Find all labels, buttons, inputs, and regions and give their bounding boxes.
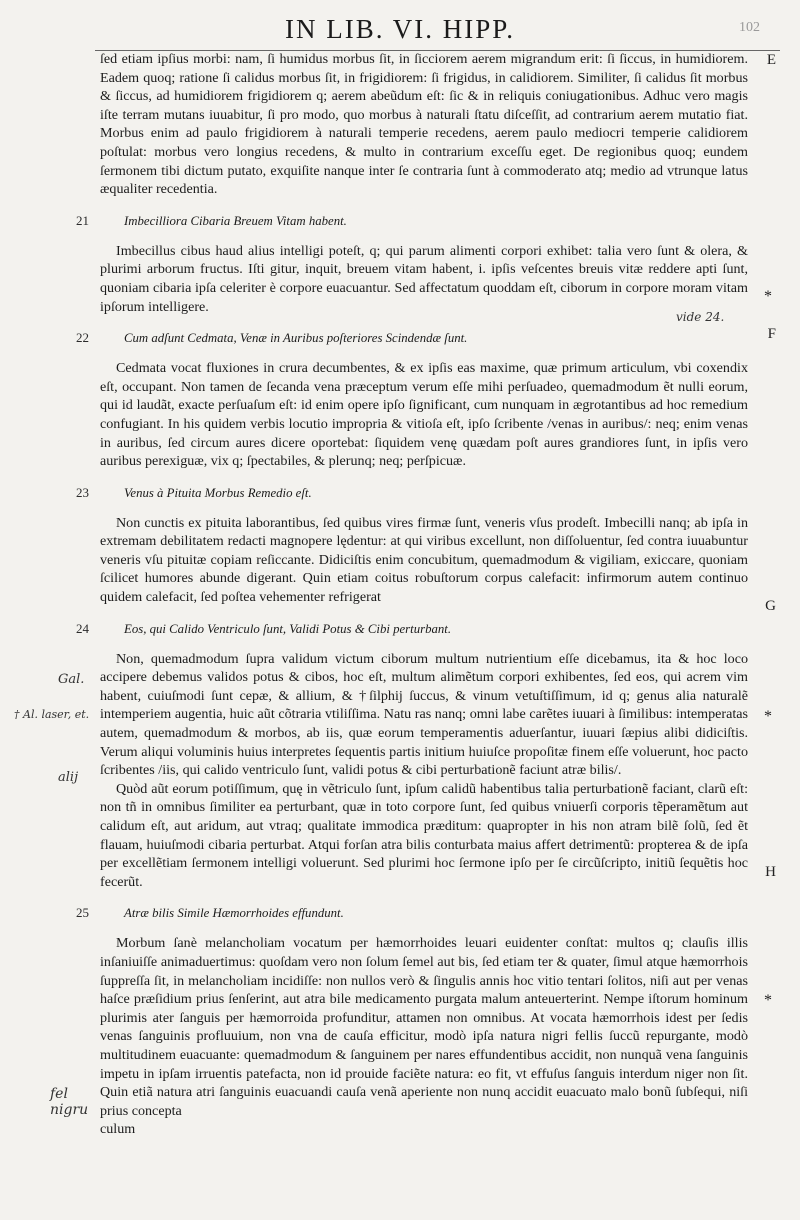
folio-number: 102 — [739, 20, 760, 35]
aphorism-number: 23 — [76, 484, 89, 500]
aphorism-title: Atræ bilis Simile Hæmorrhoides effundunt. — [124, 906, 344, 921]
aphorism-title: Eos, qui Calido Ventriculo ſunt, Validi Potus & Cibi perturbant. — [124, 621, 452, 636]
aphorism-24-commentary: Non, quemadmodum ſupra validum victum ciborum multum nutrientium eſſe dicebamus, ita & hoc loco accipere debemus validos potus & cibos, hoc eſt, multum alimẽtum corpori exhibentes, ſed eos, qui acrem vim habent, cuiuſmodi ſunt cepæ, & allium, & †ſilphij ſuccus, & vinum vetuſtiſſimum, id q; genus alia naturalẽ intemperiem augentia, huic aũt cõtraria vtiliſſima. Natu ras nanq; omni labe carẽtes iuuari à ſimilibus: intemperatas autem, quemadmodum & morbos, ab iis, quæ eorum temperamentis aduerſantur, iuuari ſæpius alibi didiciſtis. Verum aliqui voluminis huius interpretes ſequentis partis initium huiuſce propoſitæ finem eſſe voluerunt, hoc pacto ſcribentes /iis, qui calido ventriculo ſunt, validi potus & cibi perturbationẽ faciunt atræ bilis/. — [100, 650, 748, 779]
main-text — [76, 50, 748, 1139]
opening-paragraph: ſed etiam ipſius morbi: nam, ſi humidus morbus ſit, in ſicciorem aerem migrandum erit: ſi ſiccus, in humidiorem. Eadem quoq; ratione ſi calidus morbus ſit, in frigidiorem: ſi frigidus, in calidiorem. Similiter, ſi calidus ſit morbus & ſiccus, ad humidiorem frigidiorem q; aerem abeũdum eſt: ſic & in reliquis coniugationibus. Adhuc vero magis iſte terram mutans iuuabitur, ſi pro modo, quo morbus à naturali ſtatu diſceſſit, ad contrarium aerem mutatio fiat. Morbus enim ad paulo frigidiorem à naturali temperie recedens, aerem paulo mediocri temperie calidiorem poſtulat: morbus vero longius recedens, & multo in contrarium exceſſu eget. De regionibus quoq; eundem ſermonem tibi dictum putato, exquiſite nanque inter ſe contraria ſunt à commoderato atq; medio ad vtrunque latus æqualiter recedentia. — [100, 51, 748, 198]
aphorism-22-heading — [76, 329, 748, 347]
aphorism-title: Imbecilliora Cibaria Breuem Vitam habent. — [124, 213, 347, 228]
aphorism-24-heading — [76, 620, 748, 638]
side-letter-h: H — [765, 864, 776, 880]
margin-star-3: * — [764, 992, 772, 1009]
aphorism-number: 22 — [76, 330, 89, 346]
aphorism-21-commentary: Imbecillus cibus haud alius intelligi poteſt, q; qui parum alimenti corpori exhibet: talia vero ſunt & olera, & plurimi arborum fructus. Iſti gitur, inquit, breuem vitam habent, i. ipſis veſcentes breuis vitæ reddere apti ſunt, quoniam cibaria ipſa celeriter è corpore euacuantur. Sed affectatum quoddam eſt, ciborum in corpore moram vitam ipſorum intelligere. — [100, 242, 748, 315]
aphorism-25-heading — [76, 904, 748, 922]
margin-star-2: * — [764, 708, 772, 725]
side-letter-g: G — [765, 598, 776, 614]
aphorism-25-commentary: Morbum ſanè melancholiam vocatum per hæmorrhoides leuari euidenter conſtat: multos q; clauſis illis inſaniuiſſe animaduertimus: quoſdam vero non ſolum ſemel aut bis, ſed etiam ter & quater, ſimul atque hæmorrhois ſuppreſſa ſit, in melancholiam incidiſſe: non nullos verò & ſingulis annis hoc vitio tentari ſolitos, niſi aut per venas haſce præſidium prius ſenſerint, aut atra bile medicamento purgata malum anteuerterint. Nempe iſtorum hominum plurimis ater ſanguis per hæmorroida profunditur, attamen non omnibus. At vocata hæmorrhois idest per ſedis venas ſanguinis profluuium, non vna de cauſa efficitur, modò ipſa natura nigri fellis ſuccũ repurgante, modò multitudinem euacuante: quemadmodum & ſanguinem per nares effundentibus accidit, non nunquã vena ſanguinis impetu in ipſam irruentis patefacta, non id prouide faciẽte natura: eo fit, vt effuſus ſanguis interdum niger non ſit. Quin etiã natura atri ſanguinis euacuandi cauſa venã aperiente non nunq accidit euacuato malo bonũ ſubſequi, niſi prius concepta — [100, 935, 748, 1119]
handnote-alij: alij — [58, 770, 79, 785]
handnote-vide: vide 24. — [676, 310, 725, 324]
margin-star-1: * — [764, 288, 772, 305]
handnote-fel-nigrum: fel nigru — [50, 1086, 89, 1118]
handnote-gal: Gal. — [58, 672, 85, 687]
aphorism-22-commentary: Cedmata vocat fluxiones in crura decumbentes, & ex ipſis eas maxime, quæ primum articulum, vbi coxendix eſt, occupant. Non tamen de ſecanda vena præceptum verum eſſe mihi perſuadeo, quemadmodum ẽt nulli eorum, qui id laudãt, exacte perſuaſum eſt: id enim opere ipſo ſignificant, cum nunquam in ægrotantibus ad hoc remedium confugiant. In his quidem verbis locutio impropria & vitioſa eſt, ipſo ſcribente /venas in auribus/: neq; enim venas in auribus, ſed circum aures dicere oportebat: ſiquidem venę quædam poſt aures grandiores ſunt, in ipſis vero auribus perexiguæ, vix q; ſpectabiles, & plerunq; neq; perſpicuæ. — [100, 360, 748, 470]
aphorism-title: Cum adſunt Cedmata, Venæ in Auribus poſteriores Scindendæ ſunt. — [124, 331, 468, 346]
handnote-al-laser: † Al. laser, et. — [14, 708, 90, 721]
running-head — [0, 14, 800, 54]
aphorism-number: 24 — [76, 620, 89, 636]
page-title: IN LIB. VI. HIPP. — [284, 14, 515, 44]
aphorism-21-heading — [76, 212, 748, 230]
aphorism-23-commentary: Non cunctis ex pituita laborantibus, ſed quibus vires firmæ ſunt, veneris vſus prodeſt. Imbecilli nanq; ab ipſa in extremam debilitatem redacti magnopere lędentur: at qui viribus excellunt, non diſſoluentur, ſed contra iuuabuntur veneris vſu pituitæ copiam reſiccante. Didiciſtis enim concubitum, quemadmodum & vigiliam, exiccare, quoniam ſcilicet humores abunde digerant. Quin etiam coitus robuſtorum corpus calefacit: infirmorum autem continuo quidem calefacit, ſed poſtea vehementer refrigerat — [100, 514, 748, 606]
catchword: culum — [100, 1121, 136, 1138]
side-letter-f: F — [767, 326, 776, 342]
aphorism-23-heading — [76, 484, 748, 502]
aphorism-number: 25 — [76, 905, 89, 921]
side-letter-e: E — [766, 52, 776, 68]
aphorism-24-commentary-continued: Quòd aũt eorum potiſſimum, quę in vẽtriculo ſunt, ipſum calidũ habentibus talia perturbationẽ faciant, clarũ eſt: non tñ in omnibus ſimiliter ea perturbant, quæ in toto corpore ſunt, ſed quibus vniuerſi corporis tẽperamẽtum aut calidum eſt, aut aridum, aut vtraq; qualitate immodica præditum: quapropter in his non atram bilẽ ſolũ, ſed ẽt flauam, huiuſmodi cibaria perturbat. Atqui forſan atra bilis conturbata maius affert detrimentũ: propterea & de ipſa per excellẽtiam ſermonem intelligi voluerunt. Sed plurimi hoc ſermone ipſo per ſe circũſcripto, initiũ ſequẽtis hoc fecerũt. — [100, 780, 748, 890]
aphorism-title: Venus à Pituita Morbus Remedio eſt. — [124, 485, 312, 500]
aphorism-number: 21 — [76, 212, 89, 228]
